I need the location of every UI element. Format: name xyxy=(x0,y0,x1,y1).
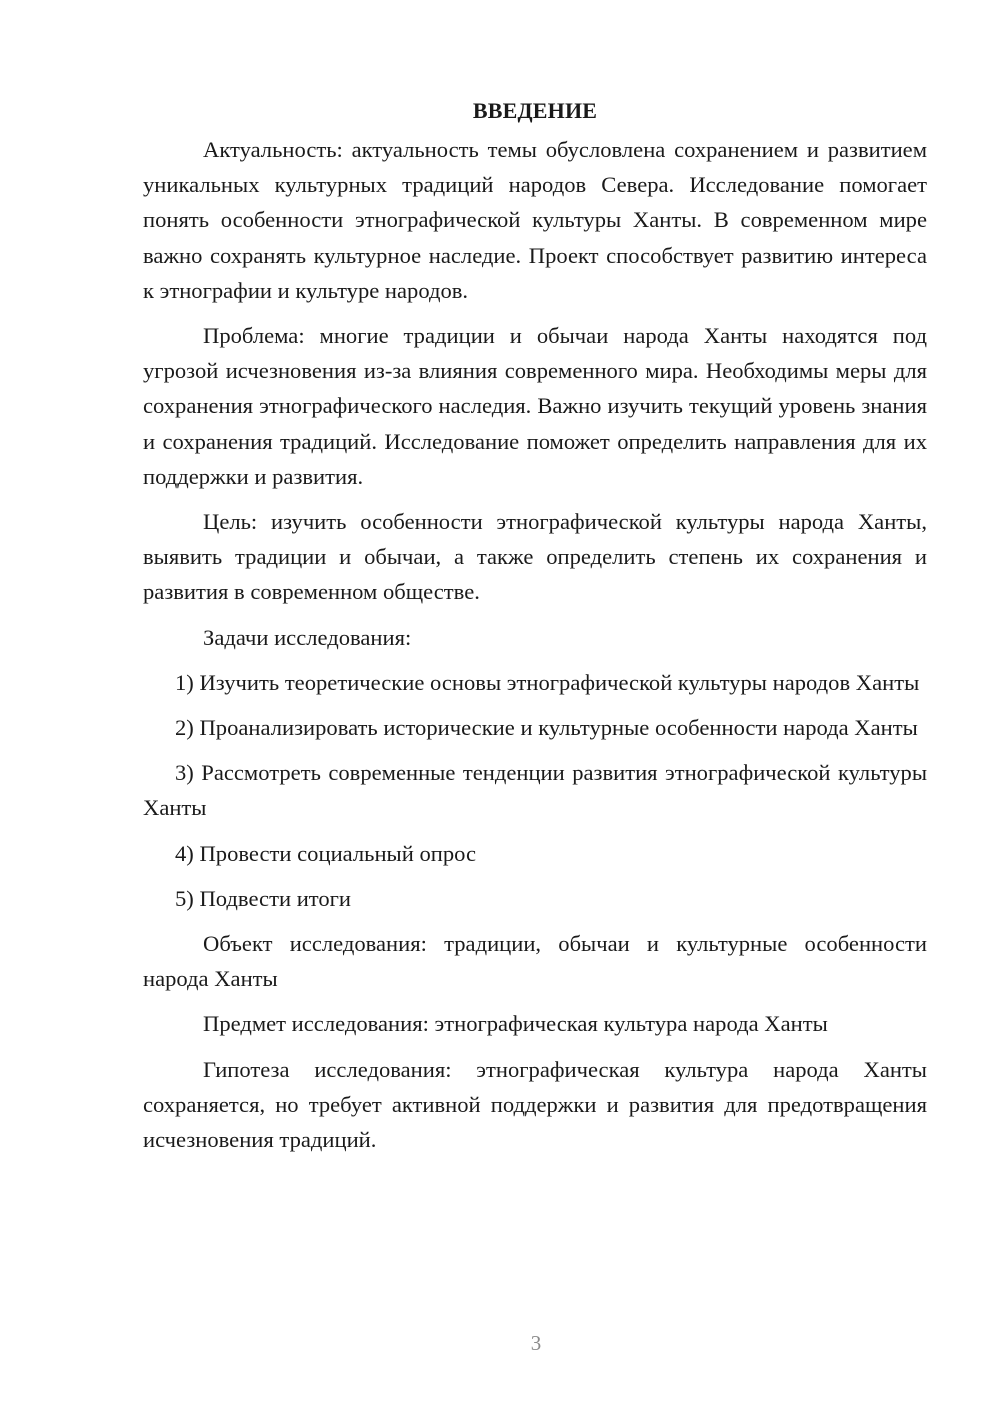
paragraph-object: Объект исследования: традиции, обычаи и культурные особенности народа Ханты xyxy=(143,931,927,992)
paragraph-hypothesis: Гипотеза исследования: этнографическая культура народа Ханты сохраняется, но требует активной поддержки и развития для предотвращения исчезновения традиций. xyxy=(143,1056,927,1153)
section-title: ВВЕДЕНИЕ xyxy=(472,98,598,123)
paragraph-relevance: Актуальность: актуальность темы обусловлена сохранением и развитием уникальных культурных традиций народов Севера. Исследование помогает понять особенности этнографической культуры Ханты. В современном мире важно сохранять культурное наследие. Проект способствует развитию интереса к этнографии и культуре народов. xyxy=(143,137,927,303)
paragraph-goal: Цель: изучить особенности этнографической культуры народа Ханты, выявить традиции и обычаи, а также определить степень их сохранения и развития в современном обществе. xyxy=(143,509,927,605)
page-content xyxy=(143,93,927,1157)
paragraph-problem: Проблема: многие традиции и обычаи народа Ханты находятся под угрозой исчезновения из-за влияния современного мира. Необходимы меры для сохранения этнографического наследия. Важно изучить текущий уровень знания и сохранения традиций. Исследование поможет определить направления для их поддержки и развития. xyxy=(143,323,927,489)
task-item-3: 3) Рассмотреть современные тенденции развития этнографической культуры Ханты xyxy=(143,760,927,821)
task-item-2: 2) Проанализировать исторические и культурные особенности народа Ханты xyxy=(175,715,918,741)
task-item-1: 1) Изучить теоретические основы этнографической культуры народов Ханты xyxy=(175,669,920,695)
task-item-5: 5) Подвести итоги xyxy=(175,885,352,911)
task-item-4: 4) Провести социальный опрос xyxy=(175,840,477,866)
paragraph-tasks-heading: Задачи исследования: xyxy=(203,624,412,650)
page-number: 3 xyxy=(530,1331,542,1355)
paragraph-subject: Предмет исследования: этнографическая культура народа Ханты xyxy=(203,1011,828,1037)
